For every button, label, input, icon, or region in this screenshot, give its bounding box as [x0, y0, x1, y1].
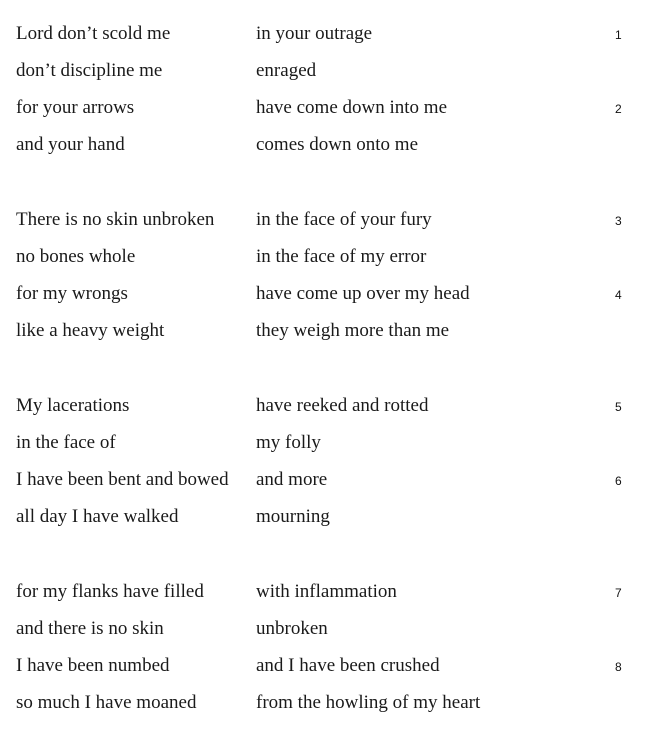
- line-left-half: and there is no skin: [16, 618, 164, 639]
- line-left-half: all day I have walked: [16, 506, 179, 527]
- line-left-half: so much I have moaned: [16, 692, 197, 713]
- line-left-half: don’t discipline me: [16, 60, 163, 81]
- poem-line: [16, 280, 636, 317]
- line-right-half: and I have been crushed: [256, 655, 440, 676]
- line-left-half: in the face of: [16, 432, 116, 453]
- line-left-half: My lacerations: [16, 395, 130, 416]
- line-right-half: have reeked and rotted: [256, 395, 429, 416]
- poem-line: [16, 131, 636, 168]
- line-right-half: with inflammation: [256, 581, 397, 602]
- stanza-3: [16, 392, 636, 540]
- poem-line: [16, 503, 636, 540]
- line-right-half: they weigh more than me: [256, 320, 450, 341]
- poem-line: [16, 243, 636, 280]
- line-right-half: and more: [256, 469, 328, 490]
- line-left-half: Lord don’t scold me: [16, 23, 171, 44]
- poem-line: [16, 392, 636, 429]
- stanza-1: [16, 20, 636, 168]
- poem-line: [16, 689, 636, 726]
- poem-line: [16, 466, 636, 503]
- line-right-half: from the howling of my heart: [256, 692, 481, 713]
- verse-number: 7: [615, 586, 622, 600]
- line-right-half: in the face of your fury: [256, 209, 432, 230]
- stanza-4: [16, 578, 636, 726]
- poem-line: [16, 615, 636, 652]
- line-left-half: There is no skin unbroken: [16, 209, 215, 230]
- line-right-half: comes down onto me: [256, 134, 419, 155]
- line-right-half: mourning: [256, 506, 330, 527]
- poem-line: [16, 206, 636, 243]
- verse-number: 5: [615, 400, 622, 414]
- line-right-half: unbroken: [256, 618, 328, 639]
- line-right-half: have come down into me: [256, 97, 448, 118]
- line-left-half: for my wrongs: [16, 283, 128, 304]
- line-left-half: I have been bent and bowed: [16, 469, 229, 490]
- line-left-half: I have been numbed: [16, 655, 170, 676]
- poem-line: [16, 317, 636, 354]
- verse-number: 4: [615, 288, 622, 302]
- line-right-half: enraged: [256, 60, 317, 81]
- poem: [16, 20, 636, 726]
- stanza-2: [16, 206, 636, 354]
- line-left-half: no bones whole: [16, 246, 136, 267]
- line-right-half: in your outrage: [256, 23, 373, 44]
- poem-line: [16, 94, 636, 131]
- poem-line: [16, 57, 636, 94]
- verse-number: 2: [615, 102, 622, 116]
- poem-line: [16, 20, 636, 57]
- verse-number: 1: [615, 28, 622, 42]
- line-left-half: and your hand: [16, 134, 125, 155]
- line-left-half: for your arrows: [16, 97, 135, 118]
- verse-number: 6: [615, 474, 622, 488]
- poem-line: [16, 652, 636, 689]
- line-left-half: for my flanks have filled: [16, 581, 204, 602]
- line-right-half: have come up over my head: [256, 283, 470, 304]
- line-right-half: my folly: [256, 432, 321, 453]
- verse-number: 8: [615, 660, 622, 674]
- verse-number: 3: [615, 214, 622, 228]
- line-right-half: in the face of my error: [256, 246, 427, 267]
- poem-line: [16, 578, 636, 615]
- line-left-half: like a heavy weight: [16, 320, 165, 341]
- poem-line: [16, 429, 636, 466]
